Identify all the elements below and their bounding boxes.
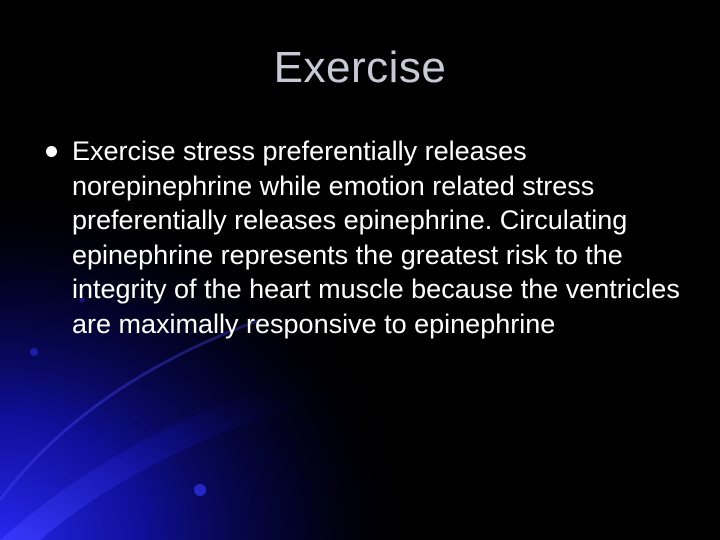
- slide-title: Exercise: [273, 43, 447, 92]
- bullet-list: [42, 134, 682, 341]
- bullet-text: Exercise stress preferentially releases norepinephrine while emotion related stress preferentially releases epinephrine. Circulating epinephrine represents the greatest risk to the integrity of the heart muscle because the ventricles are maximally responsive to epinephrine: [72, 136, 680, 339]
- bullet-item: [42, 134, 682, 341]
- glow-dot-2: [30, 348, 38, 356]
- bullet-dot-icon: [46, 146, 57, 157]
- glow-dot-1: [194, 484, 206, 496]
